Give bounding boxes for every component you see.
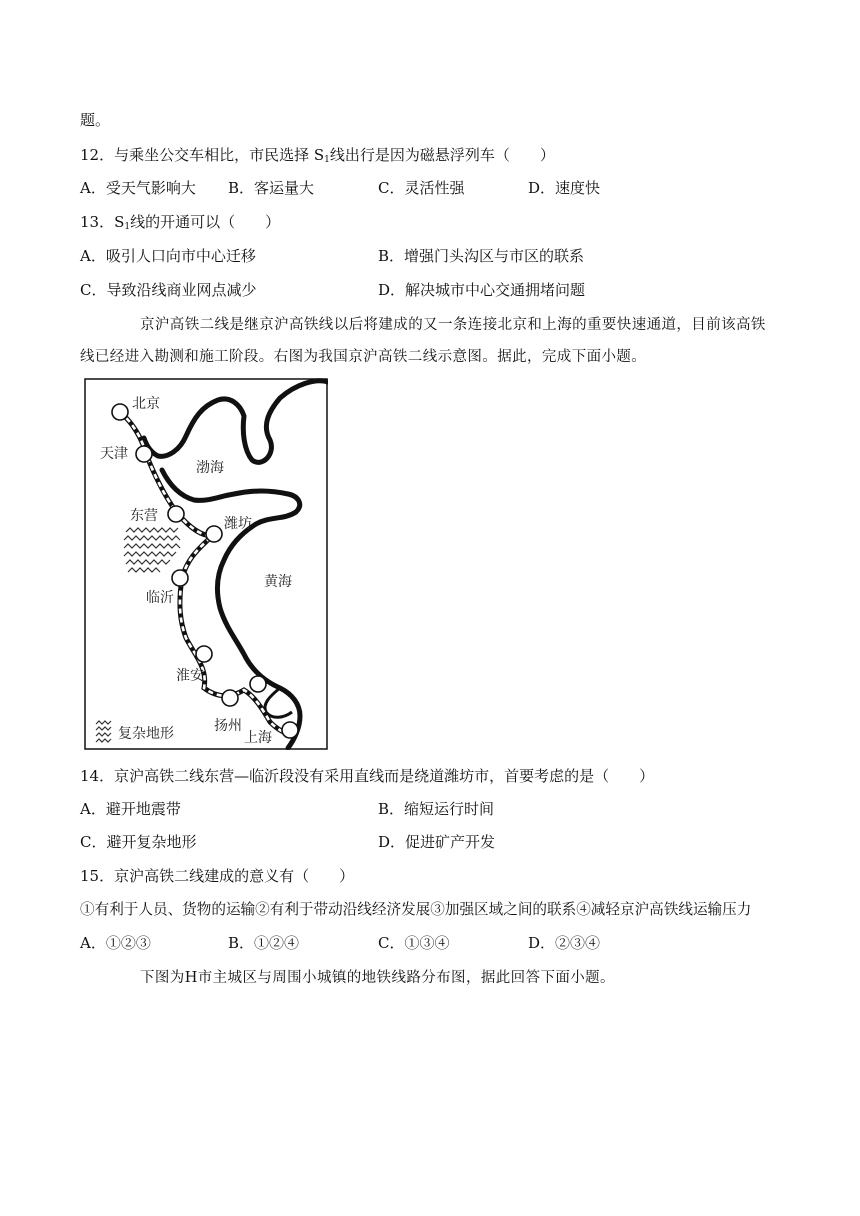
q12-stem (80, 145, 555, 170)
q13-option-c[interactable]: C．导致沿线商业网点减少 (80, 281, 257, 299)
label-huanghai: 黄海 (264, 574, 292, 590)
city-shanghai-marker (282, 722, 298, 738)
city-yangzhou-marker (222, 690, 238, 706)
city-tianjin-marker (136, 446, 152, 462)
q12-option-a[interactable]: A．受天气影响大 (80, 179, 196, 197)
label-tianjin: 天津 (100, 446, 128, 462)
q13-option-a[interactable]: A．吸引人口向市中心迁移 (80, 247, 256, 265)
q12-stem-suffix: 线出行是因为磁悬浮列车（ ） (329, 146, 555, 164)
q15-stem: 15．京沪高铁二线建成的意义有（ ） (80, 867, 355, 885)
q12-stem-sub: 1 (324, 155, 330, 165)
q13-stem-suffix: 线的开通可以（ ） (130, 213, 281, 231)
q13-option-d[interactable]: D．解决城市中心交通拥堵问题 (378, 281, 586, 299)
q12-option-b[interactable]: B．客运量大 (228, 179, 315, 197)
continuation-text: 题。 (80, 111, 111, 129)
q13-stem-prefix: 13．S (80, 213, 125, 231)
q15-option-c[interactable]: C．①③④ (378, 934, 450, 952)
q13-stem (80, 212, 280, 237)
q14-stem: 14．京沪高铁二线东营—临沂段没有采用直线而是绕道潍坊市，首要考虑的是（ ） (80, 767, 655, 785)
q14-option-d[interactable]: D．促进矿产开发 (378, 833, 496, 851)
city-linyi-marker (172, 570, 188, 586)
jinghu-railway-map (84, 378, 328, 750)
label-linyi: 临沂 (146, 590, 174, 606)
passage-jinghu: 京沪高铁二线是继京沪高铁线以后将建成的又一条连接北京和上海的重要快速通道，目前该高铁线已经进入勘测和施工阶段。右图为我国京沪高铁二线示意图。据此，完成下面小题。 (80, 317, 766, 365)
city-dongying-marker (168, 506, 184, 522)
label-yangzhou: 扬州 (214, 718, 242, 734)
q15-option-a[interactable]: A．①②③ (80, 934, 151, 952)
q15-statements: ①有利于人员、货物的运输②有利于带动沿线经济发展③加强区域之间的联系④减轻京沪高铁线运输压力 (80, 901, 752, 918)
q15-option-b[interactable]: B．①②④ (228, 934, 300, 952)
label-bohai: 渤海 (196, 460, 224, 476)
q15-option-d[interactable]: D．②③④ (528, 934, 601, 952)
q12-stem-prefix: 12．与乘坐公交车相比，市民选择 S (80, 146, 325, 164)
q14-option-b[interactable]: B．缩短运行时间 (378, 800, 495, 818)
city-huaian-marker (196, 646, 212, 662)
q12-option-d[interactable]: D．速度快 (528, 179, 601, 197)
city-weifang-marker (206, 526, 222, 542)
legend-label: 复杂地形 (118, 726, 174, 742)
city-extra-marker (250, 676, 266, 692)
label-dongying: 东营 (130, 508, 158, 524)
q12-option-c[interactable]: C．灵活性强 (378, 179, 465, 197)
q14-option-c[interactable]: C．避开复杂地形 (80, 833, 197, 851)
passage-metro: 下图为H市主城区与周围小城镇的地铁线路分布图，据此回答下面小题。 (140, 970, 615, 986)
q13-option-b[interactable]: B．增强门头沟区与市区的联系 (378, 247, 585, 265)
q14-option-a[interactable]: A．避开地震带 (80, 800, 181, 818)
q13-stem-sub: 1 (124, 222, 131, 232)
label-shanghai: 上海 (244, 730, 272, 746)
label-huaian: 淮安 (176, 668, 204, 684)
city-beijing-marker (112, 404, 128, 420)
label-weifang: 潍坊 (224, 516, 252, 532)
label-beijing: 北京 (132, 396, 160, 412)
